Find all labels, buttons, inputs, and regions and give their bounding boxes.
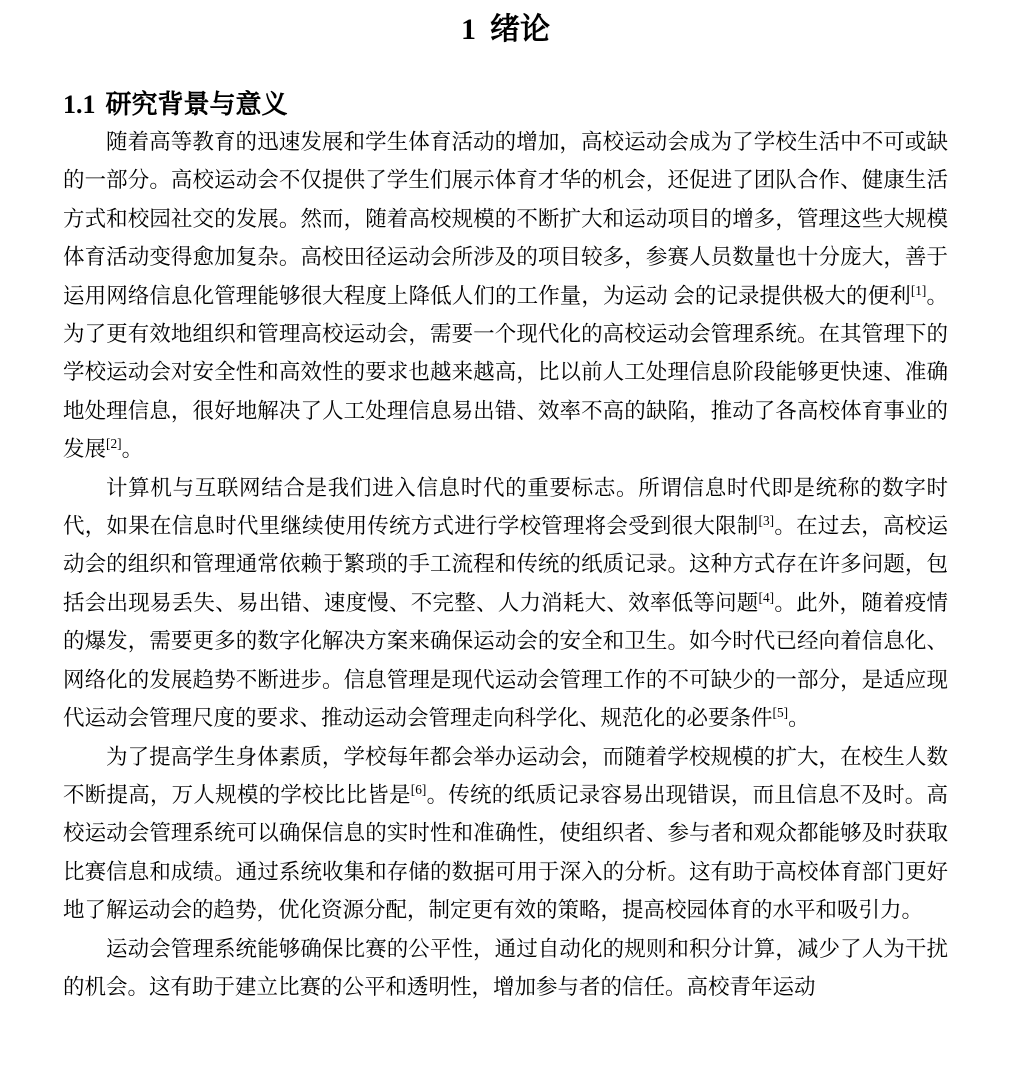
section-heading (63, 86, 948, 123)
citation-marker: [3] (758, 512, 775, 528)
body-text (63, 123, 948, 1006)
citation-marker: [6] (410, 781, 427, 797)
paragraph-2: 计算机与互联网结合是我们进入信息时代的重要标志。所谓信息时代即是统称的数字时代，如果在信息时代里继续使用传统方式进行学校管理将会受到很大限制[3]。在过去，高校运动会的组织和管理通常依赖于繁琐的手工流程和传统的纸质记录。这种方式存在许多问题，包括会出现易丢失、易出错、速度慢、不完整、人力消耗大、效率低等问题[4]。此外，随着疫情的爆发，需要更多的数字化解决方案来确保运动会的安全和卫生。如今时代已经向着信息化、网络化的发展趋势不断进步。信息管理是现代运动会管理工作的不可缺少的一部分，是适应现代运动会管理尺度的要求、推动运动会管理走向科学化、规范化的必要条件[5]。 (63, 475, 948, 731)
citation-marker: [1] (910, 282, 927, 298)
paragraph-1: 随着高等教育的迅速发展和学生体育活动的增加，高校运动会成为了学校生活中不可或缺的一部分。高校运动会不仅提供了学生们展示体育才华的机会，还促进了团队合作、健康生活方式和校园社交的发展。然而，随着高校规模的不断扩大和运动项目的增多，管理这些大规模体育活动变得愈加复杂。高校田径运动会所涉及的项目较多，参赛人员数量也十分庞大，善于运用网络信息化管理能够很大程度上降低人们的工作量，为运动 会的记录提供极大的便利[1]。为了更有效地组织和管理高校运动会，需要一个现代化的高校运动会管理系统。在其管理下的学校运动会对安全性和高效性的要求也越来越高，比以前人工处理信息阶段能够更快速、准确地处理信息，很好地解决了人工处理信息易出错、效率不高的缺陷，推动了各高校体育事业的发展[2]。 (63, 130, 948, 462)
paragraph-3: 为了提高学生身体素质，学校每年都会举办运动会，而随着学校规模的扩大，在校生人数不断提高，万人规模的学校比比皆是[6]。传统的纸质记录容易出现错误，而且信息不及时。高校运动会管理系统可以确保信息的实时性和准确性，使组织者、参与者和观众都能够及时获取比赛信息和成绩。通过系统收集和存储的数据可用于深入的分析。这有助于高校体育部门更好地了解运动会的趋势，优化资源分配，制定更有效的策略，提高校园体育的水平和吸引力。 (63, 744, 948, 923)
citation-marker: [2] (106, 436, 122, 452)
citation-marker: [4] (758, 589, 775, 605)
page-content (0, 86, 1011, 1006)
chapter-number: 1 (461, 13, 476, 46)
section-heading-text: 研究背景与意义 (105, 89, 288, 119)
citation-marker: [5] (772, 704, 789, 720)
section-number: 1.1 (63, 90, 96, 119)
chapter-title-text: 绪论 (490, 13, 550, 46)
chapter-title (0, 12, 1011, 48)
paragraph-4: 运动会管理系统能够确保比赛的公平性，通过自动化的规则和积分计算，减少了人为干扰的机会。这有助于建立比赛的公平和透明性，增加参与者的信任。高校青年运动 (63, 936, 948, 999)
